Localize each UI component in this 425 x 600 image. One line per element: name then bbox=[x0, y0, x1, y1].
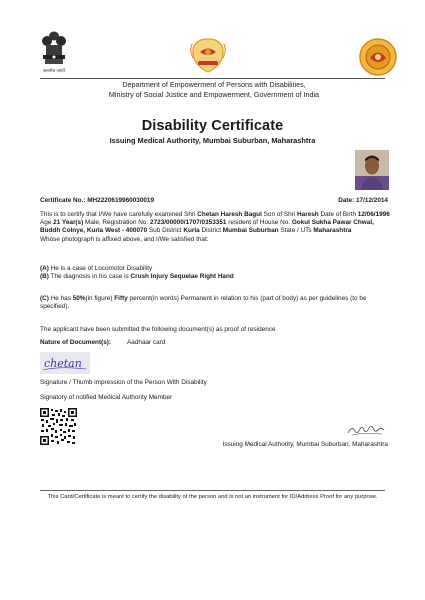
person-name: Chetan Haresh Bagul bbox=[197, 211, 262, 218]
nature-label: Nature of Document(s): bbox=[40, 339, 112, 346]
father-name: Haresh bbox=[297, 211, 319, 218]
condition-a-text: He is a case of Locomotor Disability bbox=[48, 265, 153, 272]
condition-a-label: (A) bbox=[40, 265, 49, 272]
documents-statement: The applicant have been submitted the following document(s) as proof of residence bbox=[40, 326, 276, 333]
nature-of-documents bbox=[40, 339, 390, 347]
state-seal-icon bbox=[358, 36, 398, 78]
qr-code bbox=[40, 408, 77, 445]
condition-a bbox=[40, 265, 390, 273]
statement-text: District bbox=[199, 227, 223, 235]
state: Maharashtra bbox=[313, 227, 352, 235]
header-divider bbox=[40, 78, 385, 79]
authority-signatory-caption: Signatory of notified Medical Authority Member bbox=[40, 394, 173, 401]
page-subtitle: Issuing Medical Authority, Mumbai Suburban, Maharashtra bbox=[109, 136, 316, 145]
statement-text: This is to certify that I/We have carefully examined Shri bbox=[40, 211, 198, 218]
date-value: 17/12/2014 bbox=[356, 197, 388, 204]
condition-b bbox=[40, 273, 390, 281]
date-label: Date: bbox=[338, 197, 355, 204]
age: 21 Year(s) bbox=[53, 219, 84, 227]
house-address: Gokul Sukha Pawar Chwal, Buddh Colnye, Kurla West - 400070 bbox=[40, 219, 374, 235]
sub-district: Kurla bbox=[183, 227, 200, 235]
photo-affixed-text: Whose photograph is affixed above, and I/We satisfied that: bbox=[40, 235, 209, 243]
applicant-signature-caption: Signature / Thumb impression of the Person With Disability bbox=[40, 379, 207, 386]
footer-disclaimer: This Card/Certificate is meant to certify the disability of the person and is not an instrument for ID/Address Proof for any purpose. bbox=[47, 494, 378, 500]
condition-b-label: (B) bbox=[40, 273, 49, 281]
condition-c-text: percent(in words) Permanent in relation to his (part of body) as per guidelines (to be specified). bbox=[40, 295, 367, 311]
nature-value: Aadhaar card bbox=[127, 339, 166, 346]
disability-percent-words: Fifty bbox=[114, 295, 128, 302]
statement-text: Male, Registration No. bbox=[83, 219, 151, 227]
department-line-2: Ministry of Social Justice and Empowerment, Government of India bbox=[108, 90, 320, 99]
statement-text: Son of Shri bbox=[261, 211, 298, 218]
diagnosis: Crush Injury Sequelae Right Hand bbox=[130, 273, 234, 281]
applicant-photo bbox=[355, 150, 389, 190]
district: Mumbai Suburban bbox=[222, 227, 279, 235]
condition-c-text: He has bbox=[48, 295, 73, 302]
statement-text: State / UTs bbox=[278, 227, 314, 235]
certificate-number-label: Certificate No.: bbox=[40, 197, 86, 204]
date-of-birth: 12/06/1996 bbox=[357, 211, 390, 218]
page-title: Disability Certificate bbox=[141, 118, 284, 134]
signature-handwriting: chetan bbox=[44, 357, 82, 370]
applicant-signature bbox=[40, 352, 90, 374]
condition-c-label: (C) bbox=[40, 295, 49, 302]
statement-text: Sub District bbox=[147, 227, 184, 235]
certificate-number bbox=[40, 197, 154, 205]
condition-c-text: (in figure) bbox=[85, 295, 115, 302]
condition-c bbox=[40, 295, 390, 311]
statement-text: Date of Birth bbox=[318, 211, 358, 218]
condition-b-text: The diagnosis in his case is bbox=[48, 273, 131, 281]
disability-percent: 50% bbox=[72, 295, 86, 302]
certificate-number-value: MH2220619960030019 bbox=[87, 197, 155, 204]
department-heading bbox=[40, 80, 388, 100]
footer-divider bbox=[40, 490, 385, 491]
condition-list bbox=[40, 265, 390, 281]
department-line-1: Department of Empowerment of Persons with Disabilities, bbox=[122, 80, 306, 89]
issuer-signature bbox=[346, 421, 386, 437]
statement-text: resident of House No. bbox=[226, 219, 292, 227]
statement-text: Age bbox=[40, 219, 54, 227]
emblem-motto: सत्यमेव जयते bbox=[42, 69, 66, 74]
registration-number: 2723/00000/1707/0353351 bbox=[150, 219, 227, 227]
maharashtra-seal-icon bbox=[186, 36, 230, 76]
national-emblem-icon bbox=[40, 30, 68, 78]
certificate-date bbox=[300, 197, 388, 205]
certification-statement bbox=[40, 211, 390, 244]
issuing-authority-caption: Issuing Medical Authority, Mumbai Suburban, Maharashtra bbox=[222, 441, 388, 448]
